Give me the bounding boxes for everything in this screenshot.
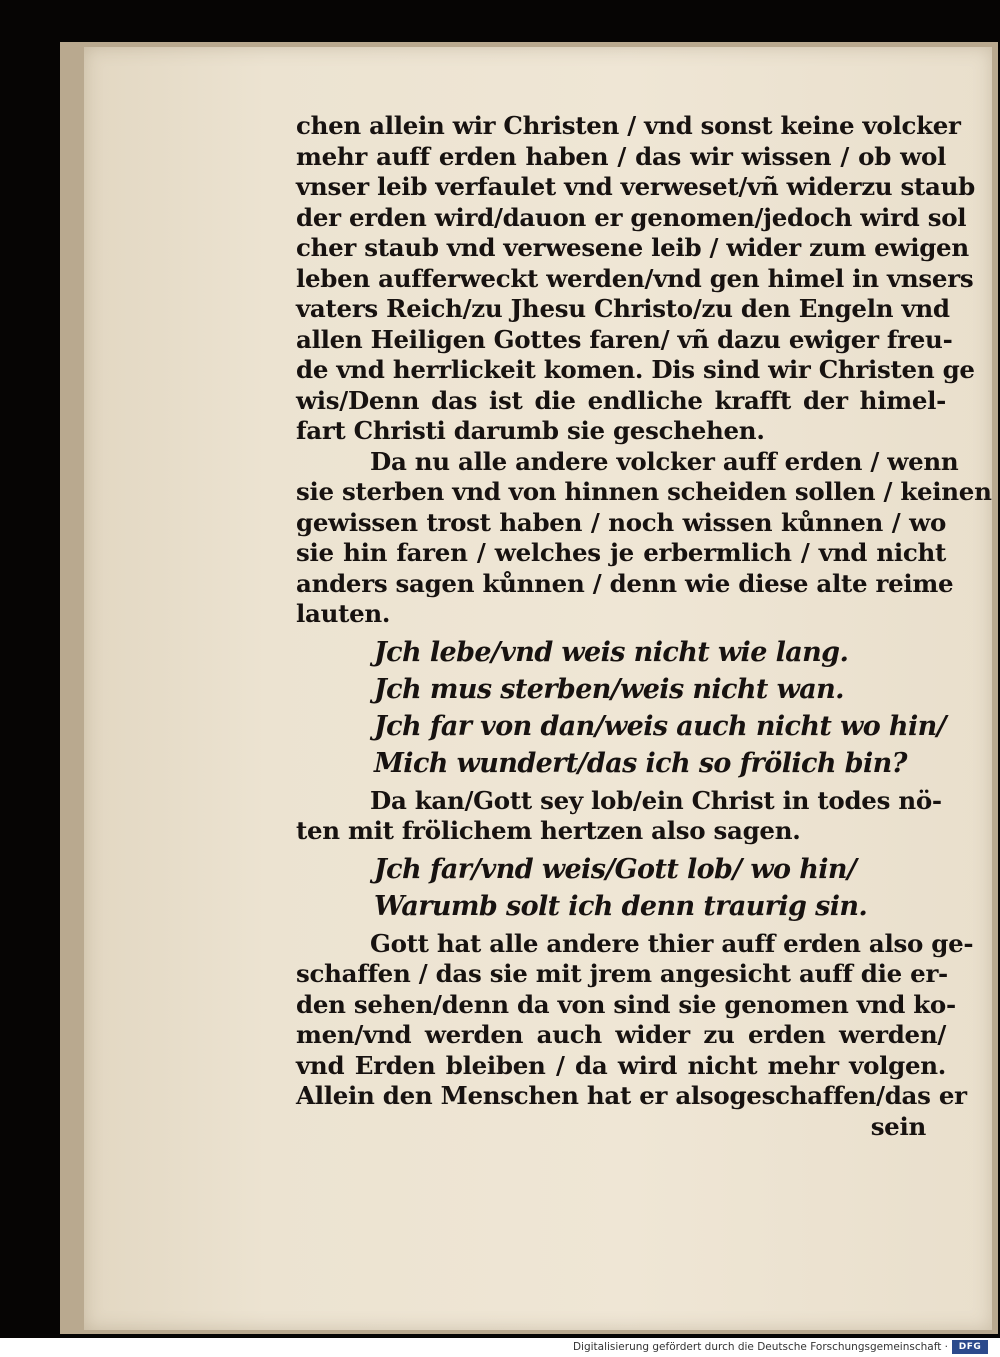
text-line: ten mit frölichem hertzen also sagen. [296,816,801,845]
paragraph-start: Da kan/Gott sey lob/ein Christ in todes nö- [370,785,942,815]
footer-bar [0,1338,1000,1357]
text-line: de vnd herrlickeit komen. Dis sind wir Christen ge [296,355,975,384]
text-line: Allein den Menschen hat er alsogeschaffen/das er [296,1081,967,1110]
verse-line: Jch far/vnd weis/Gott lob/ wo hin/ [374,853,857,885]
text-line: lauten. [296,599,391,628]
text-line: sie hin faren / welches je erbermlich / vnd nicht [296,538,946,567]
text-line: vnser leib verfaulet vnd verweset/vñ widerzu staub [296,172,975,201]
catchword: sein [870,1111,926,1141]
funding-credit: Digitalisierung gefördert durch die Deutsche Forschungsgemeinschaft · [572,1341,948,1353]
paragraph-start: Gott hat alle andere thier auff erden also ge- [370,928,974,958]
dfg-logo-icon: DFG [952,1340,988,1354]
text-line: sie sterben vnd von hinnen scheiden sollen / keinen [296,477,992,506]
text-line: der erden wird/dauon er genomen/jedoch wird sol [296,202,967,232]
paragraph-start: Da nu alle andere volcker auff erden / wenn [370,446,959,476]
verse-line: Warumb solt ich denn traurig sin. [374,890,868,922]
text-line: gewissen trost haben / noch wissen kůnnen / wo [296,507,946,537]
text-line: anders sagen kůnnen / denn wie diese alte reime [296,568,954,598]
text-line: leben aufferweckt werden/vnd gen himel in vnsers [296,263,974,293]
text-line: vaters Reich/zu Jhesu Christo/zu den Engeln vnd [296,294,950,323]
text-line: cher staub vnd verwesene leib / wider zum ewigen [296,233,969,262]
verse-line: Jch mus sterben/weis nicht wan. [374,673,844,705]
page-text [296,111,992,1142]
text-line: chen allein wir Christen / vnd sonst keine volcker [296,111,961,140]
text-line: vnd Erden bleiben / da wird nicht mehr volgen. [296,1050,946,1080]
verse-line: Jch lebe/vnd weis nicht wie lang. [374,636,849,668]
text-line: schaffen / das sie mit jrem angesicht auff die er- [296,959,948,988]
verse-line: Jch far von dan/weis auch nicht wo hin/ [374,710,946,742]
text-line: wis/Denn das ist die endliche krafft der himel- [296,385,946,415]
text-line: fart Christi darumb sie geschehen. [296,416,765,445]
verse-line: Mich wundert/das ich so frölich bin? [374,747,907,779]
text-line: allen Heiligen Gottes faren/ vñ dazu ewiger freu- [296,324,953,354]
text-line: den sehen/denn da von sind sie genomen vnd ko- [296,989,956,1019]
text-line: mehr auff erden haben / das wir wissen / ob wol [296,141,946,171]
text-line: men/vnd werden auch wider zu erden werden/ [296,1020,946,1049]
